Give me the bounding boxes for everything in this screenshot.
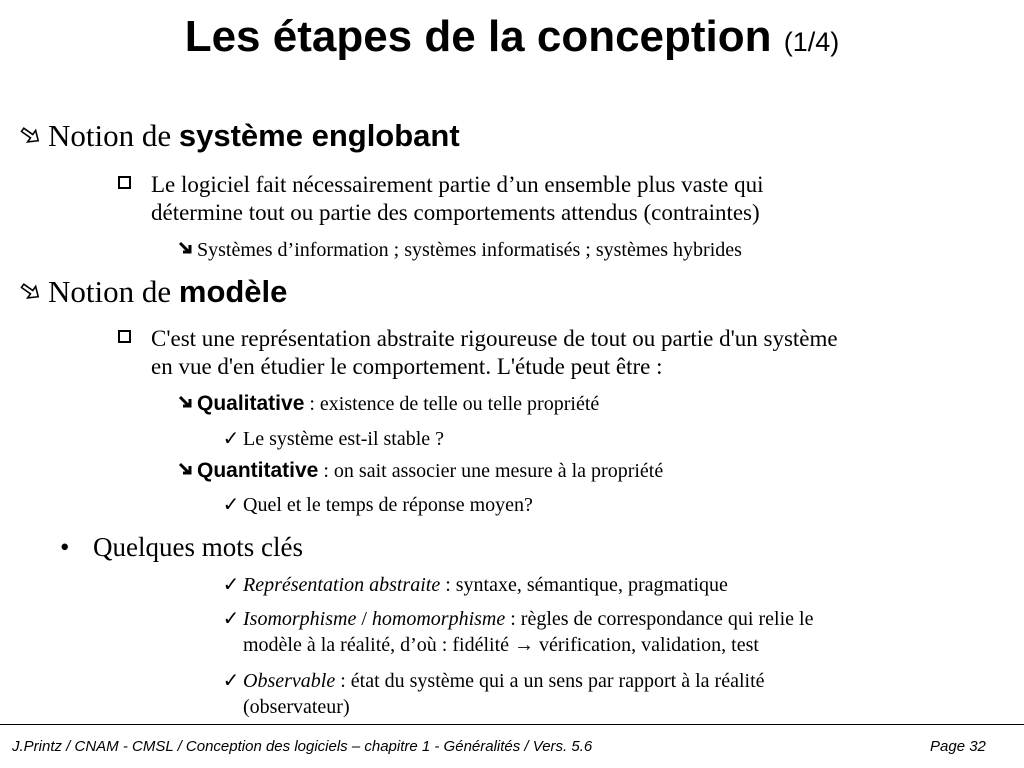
- keyword-text-line-2: modèle à la réalité, d’où : fidélité → vérification, validation, test: [243, 634, 759, 656]
- check-mark-icon: ✓: [222, 574, 240, 596]
- check-mark-icon: ✓: [222, 670, 240, 692]
- sub-point-quantitative: [175, 458, 663, 484]
- slide-title: [0, 10, 1024, 69]
- section-prefix: Notion de: [48, 274, 172, 309]
- keyword-text: : syntaxe, sémantique, pragmatique: [440, 574, 728, 596]
- check-mark-icon: ✓: [222, 494, 240, 516]
- diagonal-arrow-icon: [175, 391, 197, 417]
- footer-divider: [0, 724, 1024, 725]
- keyword-term: Isomorphisme: [243, 608, 357, 630]
- point-line-2: détermine tout ou partie des comportements attendus (contraintes): [151, 200, 760, 225]
- arrow-bullet-icon: [12, 274, 48, 310]
- keyword-text: : règles de correspondance qui relie le: [505, 608, 814, 630]
- dot-bullet-icon: •: [60, 532, 70, 562]
- section-emph: modèle: [178, 274, 288, 309]
- point-line-1: Le logiciel fait nécessairement partie d’un ensemble plus vaste qui: [151, 172, 764, 197]
- check-mark-icon: ✓: [222, 608, 240, 630]
- check-item-stable: [219, 426, 444, 452]
- section-heading-modele: [12, 274, 287, 310]
- arrow-bullet-icon: [12, 118, 48, 154]
- sub-point-text: Systèmes d’information ; systèmes informatisés ; systèmes hybrides: [197, 239, 742, 261]
- sub-point-qualitative: [175, 391, 599, 417]
- check-item-text: Le système est-il stable ?: [243, 428, 445, 450]
- footer-page-number: Page 32: [930, 738, 986, 755]
- section-emph: système englobant: [178, 118, 460, 153]
- slide-title-suffix: (1/4): [783, 27, 840, 57]
- section-heading-englobant: [12, 118, 460, 154]
- keyword-term: Représentation abstraite: [243, 574, 441, 596]
- keyword-separator: /: [356, 608, 372, 630]
- check-item-text: Quel et le temps de réponse moyen?: [243, 494, 533, 516]
- keyword-item-isomorphisme: [219, 606, 1009, 658]
- sub-point-emph: Qualitative: [197, 392, 305, 415]
- sub-point-text: : existence de telle ou telle propriété: [304, 393, 600, 415]
- hollow-arrow-icon: [18, 124, 42, 146]
- keyword-text-line-2: (observateur): [243, 696, 350, 718]
- sub-point-emph: Quantitative: [197, 459, 319, 482]
- slide-title-main: Les étapes de la conception: [184, 12, 772, 61]
- keyword-term: Observable: [243, 670, 336, 692]
- check-mark-icon: ✓: [222, 428, 240, 450]
- footer-credits: J.Printz / CNAM - CMSL / Conception des logiciels – chapitre 1 - Généralités / Vers. 5.6: [12, 738, 593, 755]
- point-englobant: [118, 171, 998, 227]
- checkbox-bullet-icon: [118, 330, 131, 343]
- point-line-1: C'est une représentation abstraite rigoureuse de tout ou partie d'un système: [151, 326, 838, 351]
- checkbox-bullet-icon: [118, 176, 131, 189]
- hollow-arrow-icon: [18, 280, 42, 302]
- keywords-heading: [60, 530, 303, 564]
- check-item-temps: [219, 492, 533, 518]
- point-line-2: en vue d'en étudier le comportement. L'étude peut être :: [151, 354, 663, 379]
- keyword-text: : état du système qui a un sens par rapport à la réalité: [335, 670, 765, 692]
- diagonal-arrow-icon: [175, 237, 197, 263]
- keywords-heading-text: Quelques mots clés: [93, 532, 303, 562]
- point-modele: [118, 325, 1018, 381]
- sub-point-systemes: [175, 237, 742, 263]
- keyword-term-2: homomorphisme: [371, 608, 506, 630]
- keyword-item-representation: [219, 572, 728, 598]
- keyword-item-observable: [219, 668, 1009, 720]
- sub-point-text: : on sait associer une mesure à la propriété: [318, 460, 664, 482]
- section-prefix: Notion de: [48, 118, 172, 153]
- diagonal-arrow-icon: [175, 458, 197, 484]
